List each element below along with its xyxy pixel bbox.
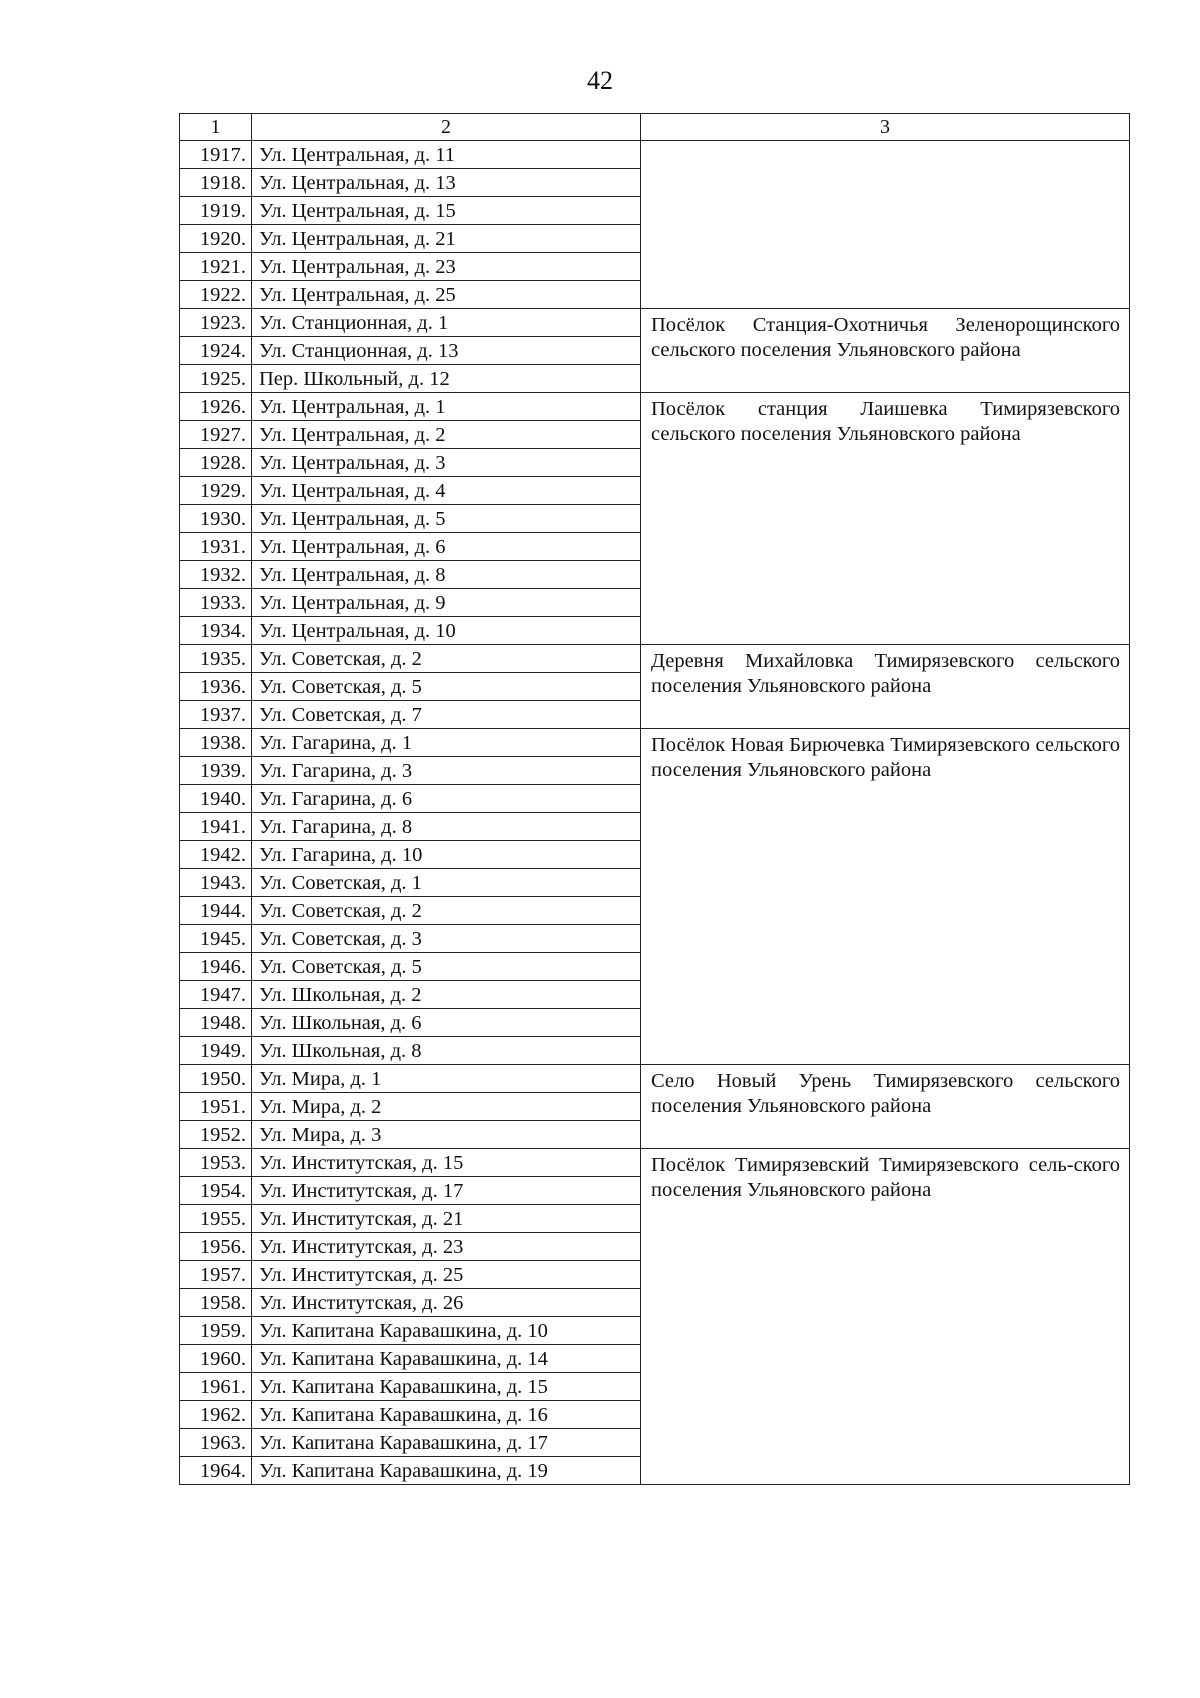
address-cell: Ул. Гагарина, д. 3 <box>252 757 641 785</box>
address-cell: Ул. Центральная, д. 3 <box>252 449 641 477</box>
address-cell: Ул. Центральная, д. 5 <box>252 505 641 533</box>
row-number: 1925. <box>180 365 252 393</box>
row-number: 1953. <box>180 1149 252 1177</box>
row-number: 1923. <box>180 309 252 337</box>
address-cell: Ул. Институтская, д. 26 <box>252 1289 641 1317</box>
row-number: 1959. <box>180 1317 252 1345</box>
row-number: 1940. <box>180 785 252 813</box>
row-number: 1951. <box>180 1093 252 1121</box>
row-number: 1952. <box>180 1121 252 1149</box>
row-number: 1934. <box>180 617 252 645</box>
address-cell: Ул. Гагарина, д. 10 <box>252 841 641 869</box>
row-number: 1931. <box>180 533 252 561</box>
row-number: 1949. <box>180 1037 252 1065</box>
row-number: 1943. <box>180 869 252 897</box>
locality-cell: Посёлок Тимирязевский Тимирязевского сель-ского поселения Ульяновского района <box>641 1149 1130 1485</box>
address-cell: Ул. Центральная, д. 6 <box>252 533 641 561</box>
row-number: 1948. <box>180 1009 252 1037</box>
address-cell: Ул. Школьная, д. 8 <box>252 1037 641 1065</box>
address-cell: Ул. Капитана Каравашкина, д. 14 <box>252 1345 641 1373</box>
locality-cell: Деревня Михайловка Тимирязевского сельского поселения Ульяновского района <box>641 645 1130 729</box>
locality-cell <box>641 141 1130 309</box>
row-number: 1955. <box>180 1205 252 1233</box>
row-number: 1933. <box>180 589 252 617</box>
address-cell: Ул. Институтская, д. 17 <box>252 1177 641 1205</box>
page-number: 42 <box>587 66 613 95</box>
column-header-2: 2 <box>252 114 641 141</box>
row-number: 1926. <box>180 393 252 421</box>
row-number: 1936. <box>180 673 252 701</box>
row-number: 1954. <box>180 1177 252 1205</box>
address-cell: Ул. Мира, д. 2 <box>252 1093 641 1121</box>
row-number: 1920. <box>180 225 252 253</box>
row-number: 1961. <box>180 1373 252 1401</box>
address-cell: Ул. Советская, д. 5 <box>252 673 641 701</box>
row-number: 1945. <box>180 925 252 953</box>
row-number: 1918. <box>180 169 252 197</box>
row-number: 1928. <box>180 449 252 477</box>
table-row <box>180 141 1130 169</box>
address-cell: Ул. Центральная, д. 4 <box>252 477 641 505</box>
row-number: 1927. <box>180 421 252 449</box>
address-cell: Пер. Школьный, д. 12 <box>252 365 641 393</box>
table-row <box>180 645 1130 673</box>
row-number: 1937. <box>180 701 252 729</box>
locality-cell: Посёлок Станция-Охотничья Зеленорощинского сельского поселения Ульяновского района <box>641 309 1130 393</box>
address-cell: Ул. Центральная, д. 25 <box>252 281 641 309</box>
address-cell: Ул. Гагарина, д. 1 <box>252 729 641 757</box>
address-cell: Ул. Центральная, д. 9 <box>252 589 641 617</box>
address-table <box>179 113 1130 1485</box>
row-number: 1941. <box>180 813 252 841</box>
row-number: 1921. <box>180 253 252 281</box>
address-cell: Ул. Советская, д. 1 <box>252 869 641 897</box>
address-cell: Ул. Центральная, д. 13 <box>252 169 641 197</box>
address-cell: Ул. Центральная, д. 21 <box>252 225 641 253</box>
row-number: 1935. <box>180 645 252 673</box>
locality-cell: Посёлок станция Лаишевка Тимирязевского сельского поселения Ульяновского района <box>641 393 1130 645</box>
address-cell: Ул. Капитана Каравашкина, д. 10 <box>252 1317 641 1345</box>
row-number: 1942. <box>180 841 252 869</box>
address-cell: Ул. Мира, д. 1 <box>252 1065 641 1093</box>
row-number: 1929. <box>180 477 252 505</box>
address-cell: Ул. Институтская, д. 15 <box>252 1149 641 1177</box>
row-number: 1930. <box>180 505 252 533</box>
row-number: 1962. <box>180 1401 252 1429</box>
locality-cell: Посёлок Новая Бирючевка Тимирязевского сельского поселения Ульяновского района <box>641 729 1130 1065</box>
table-row <box>180 1065 1130 1093</box>
address-cell: Ул. Капитана Каравашкина, д. 17 <box>252 1429 641 1457</box>
address-cell: Ул. Капитана Каравашкина, д. 16 <box>252 1401 641 1429</box>
address-cell: Ул. Центральная, д. 11 <box>252 141 641 169</box>
row-number: 1922. <box>180 281 252 309</box>
address-cell: Ул. Советская, д. 2 <box>252 645 641 673</box>
row-number: 1956. <box>180 1233 252 1261</box>
address-cell: Ул. Центральная, д. 15 <box>252 197 641 225</box>
locality-cell: Село Новый Урень Тимирязевского сельского поселения Ульяновского района <box>641 1065 1130 1149</box>
row-number: 1964. <box>180 1457 252 1485</box>
table-row <box>180 1149 1130 1177</box>
table-header-row <box>180 114 1130 141</box>
column-header-3: 3 <box>641 114 1130 141</box>
table-row <box>180 729 1130 757</box>
row-number: 1947. <box>180 981 252 1009</box>
row-number: 1960. <box>180 1345 252 1373</box>
row-number: 1963. <box>180 1429 252 1457</box>
address-cell: Ул. Школьная, д. 2 <box>252 981 641 1009</box>
row-number: 1950. <box>180 1065 252 1093</box>
row-number: 1917. <box>180 141 252 169</box>
address-cell: Ул. Советская, д. 7 <box>252 701 641 729</box>
address-cell: Ул. Институтская, д. 23 <box>252 1233 641 1261</box>
row-number: 1957. <box>180 1261 252 1289</box>
address-cell: Ул. Центральная, д. 2 <box>252 421 641 449</box>
address-cell: Ул. Капитана Каравашкина, д. 19 <box>252 1457 641 1485</box>
row-number: 1932. <box>180 561 252 589</box>
table-row <box>180 309 1130 337</box>
address-cell: Ул. Советская, д. 2 <box>252 897 641 925</box>
row-number: 1946. <box>180 953 252 981</box>
row-number: 1958. <box>180 1289 252 1317</box>
row-number: 1944. <box>180 897 252 925</box>
address-cell: Ул. Центральная, д. 1 <box>252 393 641 421</box>
row-number: 1924. <box>180 337 252 365</box>
table-row <box>180 393 1130 421</box>
row-number: 1938. <box>180 729 252 757</box>
address-cell: Ул. Центральная, д. 10 <box>252 617 641 645</box>
address-cell: Ул. Гагарина, д. 8 <box>252 813 641 841</box>
address-cell: Ул. Школьная, д. 6 <box>252 1009 641 1037</box>
address-cell: Ул. Капитана Каравашкина, д. 15 <box>252 1373 641 1401</box>
row-number: 1919. <box>180 197 252 225</box>
address-cell: Ул. Мира, д. 3 <box>252 1121 641 1149</box>
address-cell: Ул. Институтская, д. 21 <box>252 1205 641 1233</box>
address-cell: Ул. Гагарина, д. 6 <box>252 785 641 813</box>
address-table-body <box>180 114 1130 1485</box>
address-cell: Ул. Институтская, д. 25 <box>252 1261 641 1289</box>
address-cell: Ул. Станционная, д. 1 <box>252 309 641 337</box>
row-number: 1939. <box>180 757 252 785</box>
address-cell: Ул. Станционная, д. 13 <box>252 337 641 365</box>
address-cell: Ул. Советская, д. 5 <box>252 953 641 981</box>
address-cell: Ул. Центральная, д. 23 <box>252 253 641 281</box>
column-header-1: 1 <box>180 114 252 141</box>
address-cell: Ул. Центральная, д. 8 <box>252 561 641 589</box>
address-cell: Ул. Советская, д. 3 <box>252 925 641 953</box>
